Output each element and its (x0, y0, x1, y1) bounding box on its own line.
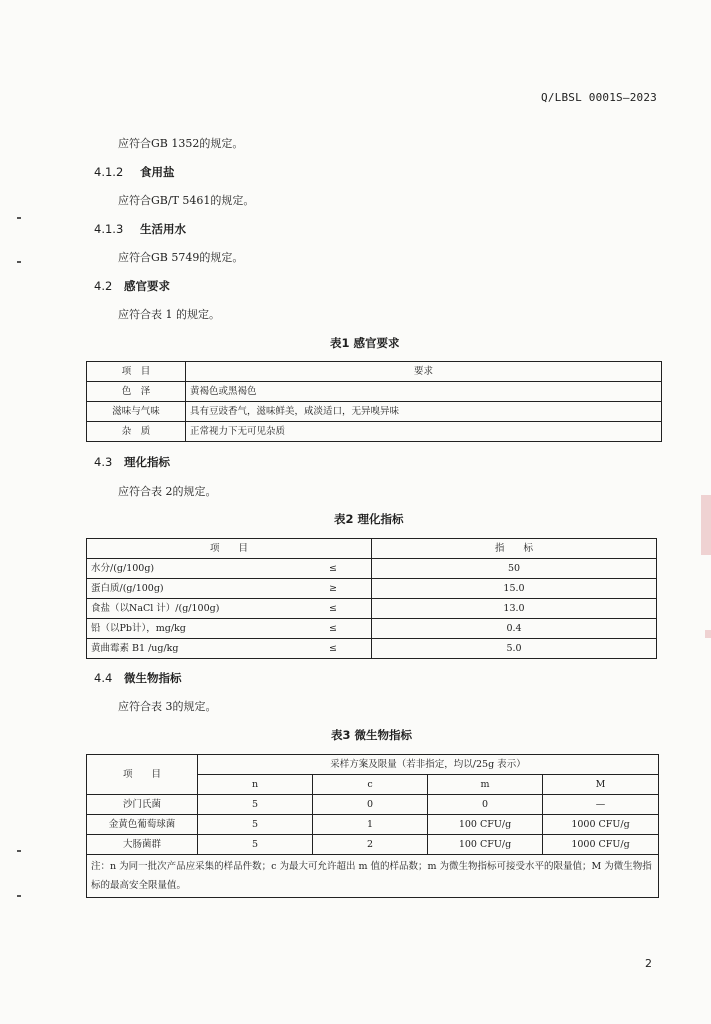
stamp-edge-mark (705, 630, 711, 638)
comparator-cell: ≤ (295, 619, 372, 639)
table-cell: 2 (313, 835, 428, 855)
stamp-edge-mark (701, 495, 711, 555)
section-title: 生活用水 (140, 222, 186, 236)
header-cell: 指 标 (372, 539, 657, 559)
table-cell: 0 (313, 795, 428, 815)
section-title: 理化指标 (124, 455, 170, 469)
table-note-row (87, 855, 659, 898)
section-heading-4-2 (94, 278, 170, 294)
table-cell: 0.4 (372, 619, 657, 639)
document-code: Q/LBSL 0001S—2023 (541, 91, 657, 104)
table-row (87, 599, 657, 619)
table-row (87, 835, 659, 855)
table-microbiological (86, 754, 659, 898)
table-cell: 黄曲霉素 B1 /ug/kg (87, 639, 296, 659)
section-number: 4.1.3 (94, 222, 124, 236)
table-cell: 大肠菌群 (87, 835, 198, 855)
table-cell: 5 (198, 795, 313, 815)
table-cell: 1000 CFU/g (543, 815, 659, 835)
table-cell: 15.0 (372, 579, 657, 599)
table-header-row (87, 755, 659, 775)
section-number: 4.4 (94, 671, 113, 685)
table-header-row (87, 362, 662, 382)
table-sensory-requirements (86, 361, 662, 442)
table-cell: — (543, 795, 659, 815)
table-cell: 色 泽 (87, 382, 186, 402)
header-cell: n (198, 775, 313, 795)
table-cell: 5 (198, 815, 313, 835)
paragraph: 应符合GB 5749的规定。 (118, 251, 244, 264)
table-cell: 1 (313, 815, 428, 835)
table2-caption: 表2 理化指标 (334, 512, 404, 526)
header-cell: 项 目 (87, 362, 186, 382)
paragraph: 应符合GB/T 5461的规定。 (118, 194, 255, 207)
table-cell: 5.0 (372, 639, 657, 659)
section-number: 4.2 (94, 279, 113, 293)
table-row (87, 382, 662, 402)
header-cell: 要求 (186, 362, 662, 382)
table1-caption: 表1 感官要求 (330, 336, 400, 350)
table-cell: 黄褐色或黑褐色 (186, 382, 662, 402)
table-cell: 100 CFU/g (428, 815, 543, 835)
table-row (87, 639, 657, 659)
table-header-row (87, 539, 657, 559)
scan-speck (17, 261, 21, 263)
table-cell: 金黄色葡萄球菌 (87, 815, 198, 835)
header-group-cell: 采样方案及限量（若非指定，均以/25g 表示） (198, 755, 659, 775)
table-row (87, 619, 657, 639)
section-number: 4.3 (94, 455, 113, 469)
comparator-cell: ≥ (295, 579, 372, 599)
paragraph: 应符合表 1 的规定。 (118, 308, 220, 321)
paragraph: 应符合GB 1352的规定。 (118, 137, 244, 150)
table-note: 注：n 为同一批次产品应采集的样品件数；c 为最大可允许超出 m 值的样品数；m 为微生物指标可接受水平的限量值；M 为微生物指标的最高安全限量值。 (87, 855, 659, 898)
header-cell: 项 目 (87, 539, 372, 559)
section-heading-4-1-3 (94, 221, 186, 237)
scan-speck (17, 217, 21, 219)
table-row (87, 795, 659, 815)
table-cell: 0 (428, 795, 543, 815)
table-cell: 具有豆豉香气，滋味鲜美，咸淡适口，无异嗅异味 (186, 402, 662, 422)
table-cell: 滋味与气味 (87, 402, 186, 422)
section-title: 食用盐 (140, 165, 175, 179)
table-row (87, 579, 657, 599)
table-row (87, 402, 662, 422)
table-cell: 50 (372, 559, 657, 579)
table-cell: 5 (198, 835, 313, 855)
section-heading-4-1-2 (94, 164, 175, 180)
table-cell: 食盐（以NaCl 计）/(g/100g) (87, 599, 296, 619)
table-cell: 杂 质 (87, 422, 186, 442)
header-cell: 项 目 (87, 755, 198, 795)
table-cell: 水分/(g/100g) (87, 559, 296, 579)
paragraph: 应符合表 2的规定。 (118, 485, 217, 498)
table-row (87, 422, 662, 442)
table-cell: 100 CFU/g (428, 835, 543, 855)
header-cell: c (313, 775, 428, 795)
comparator-cell: ≤ (295, 599, 372, 619)
table-cell: 13.0 (372, 599, 657, 619)
comparator-cell: ≤ (295, 639, 372, 659)
comparator-cell: ≤ (295, 559, 372, 579)
table3-caption: 表3 微生物指标 (331, 728, 413, 742)
table-cell: 沙门氏菌 (87, 795, 198, 815)
table-cell: 1000 CFU/g (543, 835, 659, 855)
section-title: 感官要求 (124, 279, 170, 293)
scan-speck (17, 850, 21, 852)
page-number: 2 (645, 957, 652, 970)
section-number: 4.1.2 (94, 165, 124, 179)
scan-speck (17, 895, 21, 897)
section-title: 微生物指标 (124, 671, 182, 685)
table-row (87, 815, 659, 835)
table-cell: 正常视力下无可见杂质 (186, 422, 662, 442)
header-cell: m (428, 775, 543, 795)
table-row (87, 559, 657, 579)
table-physicochemical (86, 538, 657, 659)
section-heading-4-4 (94, 670, 182, 686)
table-cell: 铅（以Pb计），mg/kg (87, 619, 296, 639)
section-heading-4-3 (94, 454, 170, 470)
paragraph: 应符合表 3的规定。 (118, 700, 217, 713)
header-cell: M (543, 775, 659, 795)
table-cell: 蛋白质/(g/100g) (87, 579, 296, 599)
